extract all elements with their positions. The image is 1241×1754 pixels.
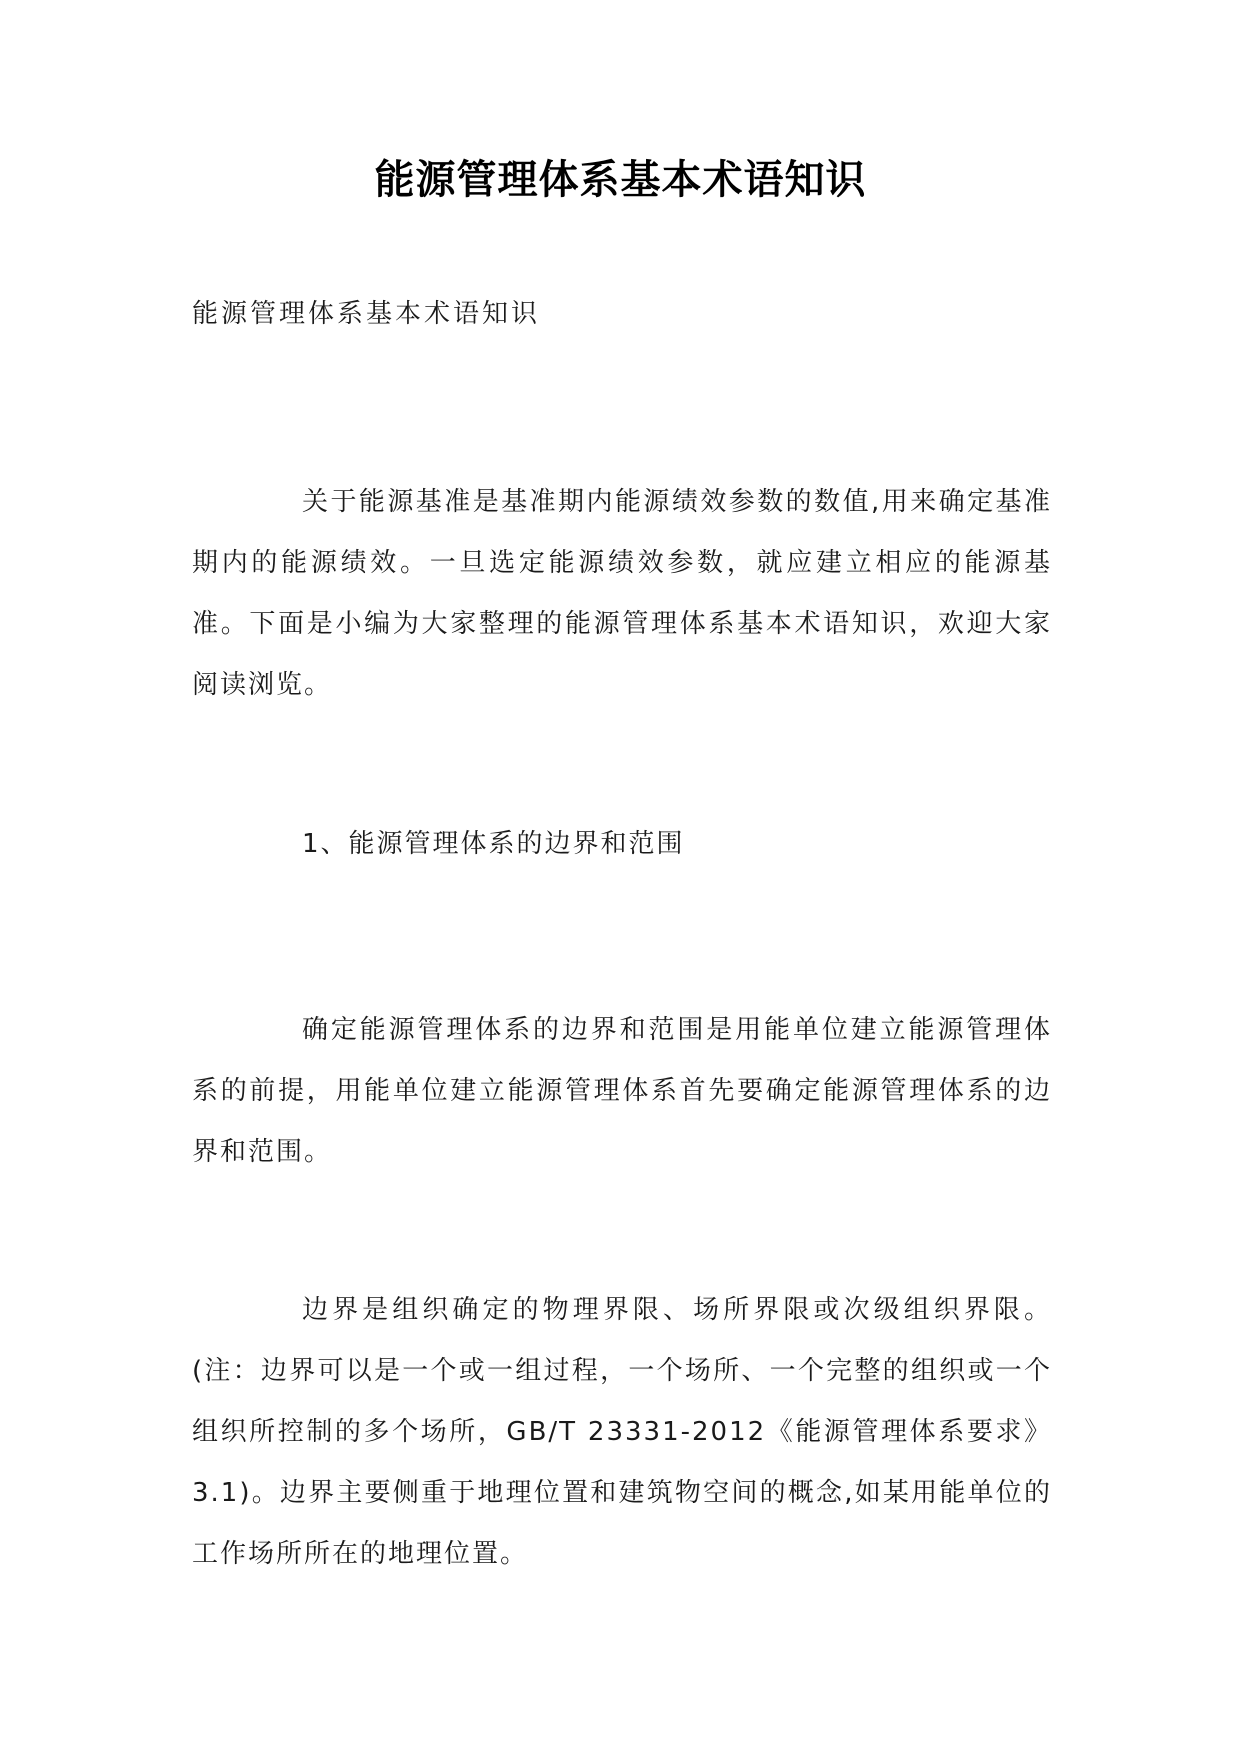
intro-paragraph: 关于能源基准是基准期内能源绩效参数的数值,用来确定基准期内的能源绩效。一旦选定能源绩效参数，就应建立相应的能源基准。下面是小编为大家整理的能源管理体系基本术语知识，欢迎大家阅读浏览。	[192, 487, 1052, 700]
section-heading: 1、能源管理体系的边界和范围	[302, 829, 685, 859]
body-paragraph: 边界是组织确定的物理界限、场所界限或次级组织界限。(注：边界可以是一个或一组过程，一个场所、一个完整的组织或一个组织所控制的多个场所，GB/T 23331-2012《能源管理体系要求》3.1)。边界主要侧重于地理位置和建筑物空间的概念,如某用能单位的工作场所所在的地理位置。	[192, 1295, 1052, 1569]
document-subtitle: 能源管理体系基本术语知识	[192, 299, 541, 329]
body-paragraph: 确定能源管理体系的边界和范围是用能单位建立能源管理体系的前提，用能单位建立能源管理体系首先要确定能源管理体系的边界和范围。	[192, 1015, 1052, 1167]
document-title: 能源管理体系基本术语知识	[374, 156, 867, 203]
